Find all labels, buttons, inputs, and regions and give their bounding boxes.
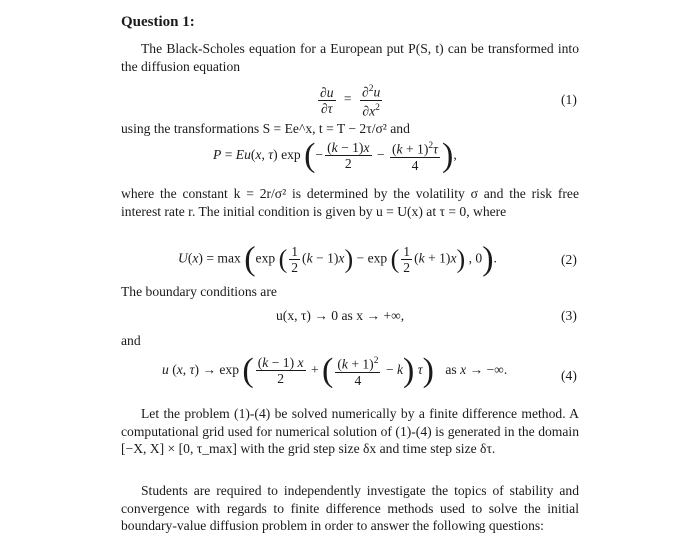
equation-4: u (x, τ) → exp ( $\frac{(k - 1) x}{2}$ + ( $\frac{(k + 1)^2}{4}$ − k) τ) as x → −∞. [162,351,508,389]
equation-3-number: (3) [561,308,577,323]
half-fraction-a: $\frac{1}{2}$ [291,244,299,275]
eq1-rhs-fraction: $\frac{\partial^2u}{\partial x^2}$ [362,84,381,119]
students-text: Students are required to independently investigate the topics of stability and convergence with regards to finite difference methods used to solve the initial boundary-value diffusion problem in order to answer the following questions: [121,483,579,533]
using-paragraph [121,120,579,138]
question-heading: Question 1: [121,14,195,30]
boundary-paragraph [121,283,579,301]
numerical-text: Let the problem (1)-(4) be solved numerically by a finite difference method. A computational grid used for numerical solution of (1)-(4) is generated in the domain [−X, X] × [0, τ_max] with the grid step size δx and time step size δτ. [121,406,579,456]
equation-3: u(x, τ) → 0 as x → +∞, [276,308,405,323]
numerical-paragraph [121,405,579,458]
transformation-equation: P = Eu(x, τ) exp (− $\frac{(k - 1)x}{2}$ − $\frac{(k + 1)^2\tau}{4}$ ), [213,136,457,174]
boundary-text: The boundary conditions are [121,284,277,299]
eq4-second-fraction: $\frac{(k + 1)^2}{4}$ [337,356,379,388]
students-paragraph [121,482,579,535]
equation-2-number: (2) [561,252,577,267]
constant-paragraph [121,185,579,220]
intro-paragraph [121,40,579,75]
equation-2: U(x) = max (exp ( $\frac{1}{2}$ (k − 1)x) − exp ( $\frac{1}{2}$ (k + 1)x) , 0). [178,240,497,278]
and-paragraph [121,332,579,350]
intro-text: The Black-Scholes equation for a European put P(S, t) can be transformed into the diffusion equation [121,41,579,74]
using-text: using the transformations S = Ee^x, t = T − 2τ/σ² and [121,121,410,136]
equation-1: $\frac{\partial u}{\partial\tau}$ = $\frac{\partial^2u}{\partial x^2}$ [320,84,381,119]
constant-text: where the constant k = 2r/σ² is determined by the volatility σ and the risk free interest rate r. The initial condition is given by u = U(x) at τ = 0, where [121,186,579,219]
half-fraction-b: $\frac{1}{2}$ [403,244,411,275]
eq1-lhs-fraction: $\frac{\partial u}{\partial\tau}$ [320,84,334,116]
equation-4-number: (4) [561,368,577,383]
term-k-plus-1-fraction: $\frac{(k + 1)^2\tau}{4}$ [391,141,438,173]
eq4-first-fraction: $\frac{(k - 1) x}{2}$ [257,355,304,387]
and-text: and [121,333,141,348]
term-k-minus-1-fraction: $\frac{(k - 1)x}{2}$ [327,140,370,172]
equation-1-number: (1) [561,92,577,107]
